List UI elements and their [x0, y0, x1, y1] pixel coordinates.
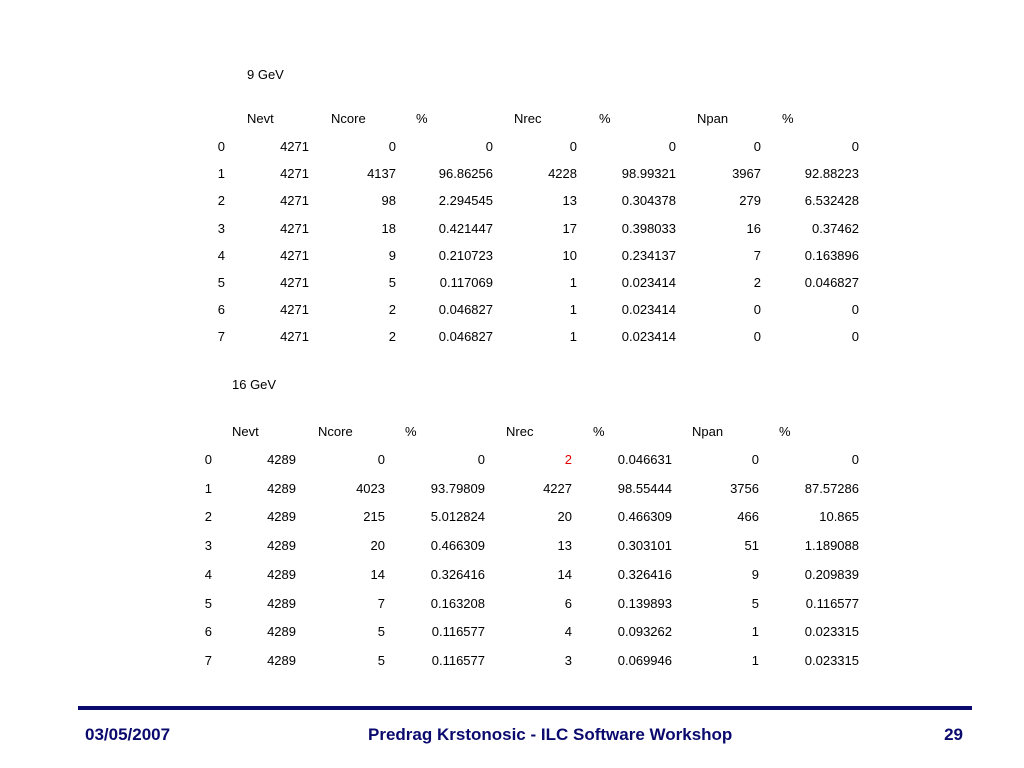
table-16-gev-row-index: 3	[204, 538, 212, 553]
table-16-gev-cell: 0.466309	[617, 509, 672, 524]
table-9-gev-cell: 3967	[732, 166, 761, 181]
table-16-gev-cell: 4289	[267, 481, 296, 496]
table-16-gev-column-header: Npan	[692, 424, 724, 439]
table-16-gev-row-index: 7	[204, 653, 212, 668]
table-9-gev-column-header: Npan	[697, 111, 729, 126]
table-9-gev-row-index: 7	[217, 329, 225, 344]
table-16-gev-cell: 3	[564, 653, 572, 668]
table-16-gev-row-index: 4	[204, 567, 212, 582]
table-16-gev-cell: 0.116577	[805, 596, 859, 611]
table-9-gev-cell: 0.046827	[804, 275, 859, 290]
table-16-gev-cell: 3756	[730, 481, 759, 496]
table-16-gev-cell: 0.046631	[617, 452, 672, 467]
table-16-gev-cell: 14	[557, 567, 572, 582]
table-9-gev-row-index: 5	[217, 275, 225, 290]
table-9-gev-row-index: 2	[217, 193, 225, 208]
table-9-gev-cell: 0.37462	[812, 221, 859, 236]
table-9-gev-cell: 0.023414	[621, 302, 676, 317]
table-9-gev-cell: 0.046827	[438, 329, 493, 344]
table-9-gev-row-index: 6	[217, 302, 225, 317]
table-16-gev-cell: 4289	[267, 596, 296, 611]
footer-title: Predrag Krstonosic - ILC Software Workshop	[368, 725, 733, 744]
table-16-gev-title: 16 GeV	[232, 377, 277, 392]
table-16-gev-cell: 51	[744, 538, 759, 553]
table-16-gev-row-index: 5	[204, 596, 212, 611]
table-16-gev-cell: 6	[564, 596, 572, 611]
table-9-gev-cell: 1	[569, 275, 577, 290]
table-16-gev-cell: 5	[377, 624, 385, 639]
table-9-gev-cell: 0	[851, 302, 859, 317]
table-16-gev-row-index: 0	[204, 452, 212, 467]
table-9-gev-cell: 4271	[280, 275, 309, 290]
table-16-gev-cell: 0.163208	[430, 596, 485, 611]
table-9-gev-cell: 18	[381, 221, 396, 236]
table-9-gev-cell: 6.532428	[804, 193, 859, 208]
table-9-gev-cell: 4271	[280, 221, 309, 236]
table-16-gev-cell: 20	[557, 509, 572, 524]
table-9-gev-column-header: Nrec	[514, 111, 542, 126]
table-9-gev-cell: 0.304378	[621, 193, 676, 208]
table-16-gev-cell: 215	[363, 509, 385, 524]
table-9-gev-cell: 5	[388, 275, 396, 290]
table-16-gev-cell: 5	[377, 653, 385, 668]
table-9-gev-cell: 13	[562, 193, 577, 208]
table-9-gev-cell: 4271	[280, 166, 309, 181]
table-16-gev-cell: 0.303101	[617, 538, 672, 553]
table-9-gev-cell: 0	[753, 139, 761, 154]
table-16-gev-cell: 10.865	[819, 509, 859, 524]
table-9-gev-title: 9 GeV	[247, 67, 284, 82]
table-16-gev-column-header: %	[779, 424, 791, 439]
table-16-gev-row-index: 2	[204, 509, 212, 524]
table-16-gev-cell: 0.139893	[617, 596, 672, 611]
table-16-gev-cell: 4289	[267, 452, 296, 467]
table-9-gev-cell: 9	[388, 248, 396, 263]
table-9-gev-cell: 17	[562, 221, 577, 236]
table-16-gev-cell: 4289	[267, 538, 296, 553]
table-16-gev-cell: 98.55444	[617, 481, 672, 496]
table-16-gev-cell: 5	[751, 596, 759, 611]
table-9-gev-cell: 0.023414	[621, 275, 676, 290]
table-9-gev-cell: 0	[753, 302, 761, 317]
footer-divider	[78, 706, 972, 710]
table-9-gev-cell: 1	[569, 302, 577, 317]
table-9-gev-column-header: %	[416, 111, 428, 126]
table-9-gev-cell: 4271	[280, 193, 309, 208]
table-16-gev-cell: 93.79809	[430, 481, 485, 496]
table-9-gev-cell: 4271	[280, 302, 309, 317]
table-16-gev-cell: 14	[370, 567, 385, 582]
table-16-gev-cell: 4227	[543, 481, 572, 496]
table-9-gev-cell: 98.99321	[621, 166, 676, 181]
table-16-gev-column-header: Nevt	[232, 424, 259, 439]
table-16-gev-cell: 4	[564, 624, 572, 639]
table-9-gev-cell: 0.023414	[621, 329, 676, 344]
table-9-gev-cell: 2	[388, 302, 396, 317]
table-16-gev-cell: 0.326416	[617, 567, 672, 582]
table-16-gev-column-header: Nrec	[506, 424, 534, 439]
table-9-gev-row-index: 4	[217, 248, 225, 263]
table-9-gev-cell: 10	[562, 248, 577, 263]
table-9-gev-cell: 0	[569, 139, 577, 154]
table-9-gev-column-header: Nevt	[247, 111, 274, 126]
table-9-gev-cell: 279	[739, 193, 761, 208]
footer-date: 03/05/2007	[85, 725, 171, 744]
table-9-gev-cell: 0	[485, 139, 493, 154]
table-9-gev-cell: 0.117069	[439, 275, 493, 290]
table-9-gev-column-header: %	[599, 111, 611, 126]
table-16-gev-cell: 1	[751, 653, 759, 668]
table-16-gev-cell: 4289	[267, 624, 296, 639]
table-16-gev-cell: 0.023315	[804, 624, 859, 639]
table-16-gev-cell: 0.209839	[804, 567, 859, 582]
table-9-gev-column-header: Ncore	[331, 111, 366, 126]
table-16-gev-cell: 0.466309	[430, 538, 485, 553]
table-9-gev-cell: 4137	[367, 166, 396, 181]
footer-page-number: 29	[944, 725, 963, 744]
table-16-gev-cell: 0.023315	[804, 653, 859, 668]
table-16-gev-cell: 0	[477, 452, 485, 467]
table-16-gev-column-header: %	[405, 424, 417, 439]
table-9-gev-row-index: 3	[217, 221, 225, 236]
table-16-gev-cell: 9	[751, 567, 759, 582]
table-16-gev-column-header: Ncore	[318, 424, 353, 439]
table-16-gev-cell: 4289	[267, 567, 296, 582]
table-9-gev-cell: 0	[753, 329, 761, 344]
table-16-gev-cell: 13	[557, 538, 572, 553]
table-16-gev-cell: 4289	[267, 509, 296, 524]
table-16-gev-cell: 20	[370, 538, 385, 553]
table-16-gev-cell: 0.326416	[430, 567, 485, 582]
table-9-gev-cell: 16	[746, 221, 761, 236]
table-16-gev-cell: 5.012824	[430, 509, 485, 524]
table-9-gev-cell: 4271	[280, 248, 309, 263]
table-9-gev-cell: 0.398033	[621, 221, 676, 236]
table-16-gev-cell: 4289	[267, 653, 296, 668]
table-9-gev-cell: 0	[388, 139, 396, 154]
table-16-gev-row-index: 6	[204, 624, 212, 639]
table-16-gev-cell: 0.116577	[431, 624, 485, 639]
table-16-gev-column-header: %	[593, 424, 605, 439]
table-9-gev-cell: 0	[851, 139, 859, 154]
table-16-gev-row-index: 1	[204, 481, 212, 496]
table-9-gev-cell: 7	[753, 248, 761, 263]
table-9-gev-cell: 4271	[280, 329, 309, 344]
table-9-gev-cell: 2	[388, 329, 396, 344]
table-9-gev-row-index: 0	[217, 139, 225, 154]
table-9-gev-cell: 0	[668, 139, 676, 154]
table-16-gev-cell: 7	[377, 596, 385, 611]
table-9-gev-cell: 0.046827	[438, 302, 493, 317]
table-16-gev-cell: 0	[851, 452, 859, 467]
table-9-gev-cell: 0.421447	[438, 221, 493, 236]
table-9-gev-cell: 2	[753, 275, 761, 290]
table-9-gev-cell: 92.88223	[804, 166, 859, 181]
table-16-gev-cell: 0	[377, 452, 385, 467]
table-16-gev-cell: 466	[737, 509, 759, 524]
table-16-gev-cell: 4023	[356, 481, 385, 496]
table-9-gev-cell: 2.294545	[438, 193, 493, 208]
table-9-gev-cell: 0	[851, 329, 859, 344]
table-16-gev-cell: 2	[564, 452, 572, 467]
table-9-gev-column-header: %	[782, 111, 794, 126]
table-9-gev-cell: 96.86256	[438, 166, 493, 181]
table-16-gev-cell: 0.069946	[617, 653, 672, 668]
table-9-gev-cell: 4228	[548, 166, 577, 181]
table-16-gev-cell: 0	[751, 452, 759, 467]
table-16-gev-cell: 87.57286	[804, 481, 859, 496]
table-16-gev-cell: 1.189088	[804, 538, 859, 553]
table-16-gev-cell: 0.116577	[431, 653, 485, 668]
table-9-gev-cell: 0.163896	[804, 248, 859, 263]
table-9-gev-cell: 0.210723	[438, 248, 493, 263]
table-9-gev-cell: 4271	[280, 139, 309, 154]
table-16-gev-cell: 1	[751, 624, 759, 639]
table-9-gev-cell: 98	[381, 193, 396, 208]
table-9-gev-cell: 0.234137	[621, 248, 676, 263]
table-16-gev-cell: 0.093262	[617, 624, 672, 639]
table-9-gev-row-index: 1	[217, 166, 225, 181]
table-9-gev-cell: 1	[569, 329, 577, 344]
